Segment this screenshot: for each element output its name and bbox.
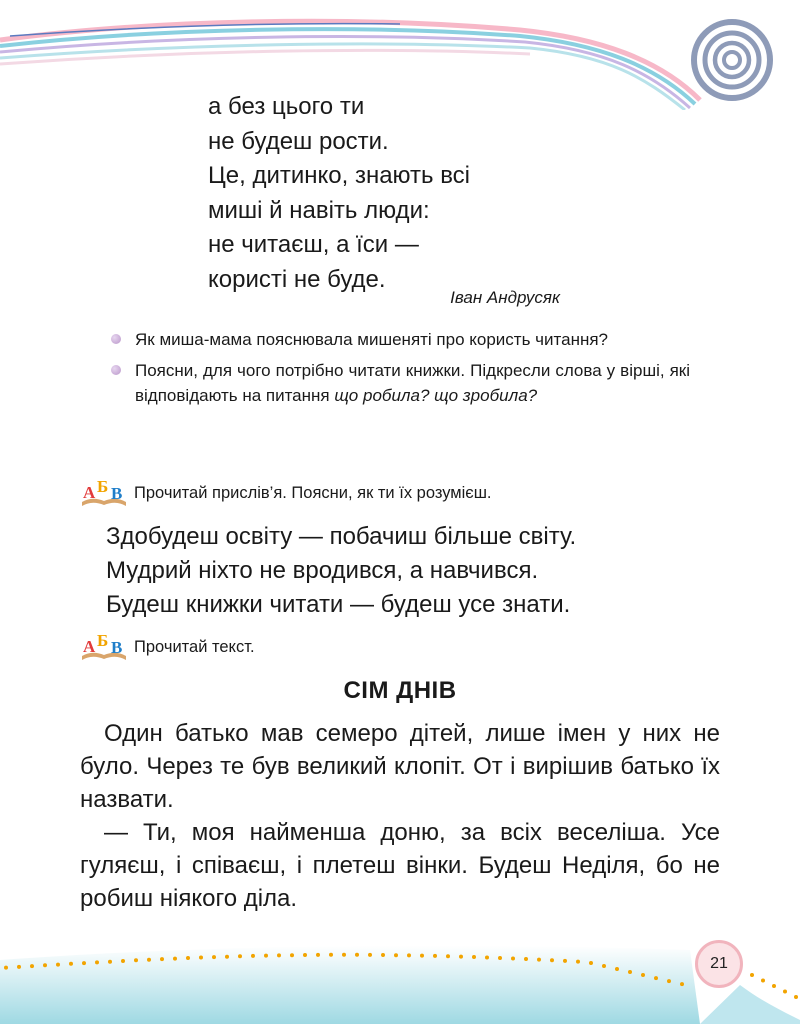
story-text xyxy=(80,717,720,915)
task-text: Прочитай прислів’я. Поясни, як ти їх розумієш. xyxy=(134,483,492,502)
abv-book-icon xyxy=(80,478,128,508)
question-list xyxy=(135,327,690,414)
story-paragraph: — Ти, моя найменша доню, за всіх веселіша. Усе гуляєш, і співаєш, і плетеш вінки. Будеш Неділя, бо не робиш ніякого діла. xyxy=(80,819,720,912)
poem-line: користі не буде. xyxy=(208,265,386,293)
question-item xyxy=(135,327,690,352)
question-text: Як миша-мама пояснювала мишеняті про користь читання? xyxy=(135,330,609,349)
task-read-text xyxy=(80,632,255,662)
abv-book-icon xyxy=(80,632,128,662)
story-paragraph: Один батько мав семеро дітей, лише імен у них не було. Через те був великий клопіт. От і вирішив батько їх назвати. xyxy=(80,720,720,813)
bullet-icon xyxy=(111,365,121,375)
poem-line: не будеш рости. xyxy=(208,127,389,155)
proverb-line: Здобудеш освіту — побачиш більше світу. xyxy=(106,523,577,550)
svg-text:А: А xyxy=(83,483,96,502)
svg-text:Б: Б xyxy=(97,478,109,496)
question-item xyxy=(135,358,690,408)
question-italic-text: що робила? що зробила? xyxy=(334,386,538,405)
poem-line: миші й навіть люди: xyxy=(208,196,430,224)
svg-text:Б: Б xyxy=(97,632,109,650)
proverb-line: Будеш книжки читати — будеш усе знати. xyxy=(106,591,571,618)
page-number: 21 xyxy=(695,940,743,988)
proverb-line: Мудрий ніхто не вродився, а навчився. xyxy=(106,557,539,584)
poem-line: не читаєш, а їси — xyxy=(208,231,419,258)
dotted-line-decoration xyxy=(4,953,798,999)
svg-text:В: В xyxy=(111,638,123,657)
question-text: Поясни, для чого потрібно читати книжки. Підкресли слова у вірші, які відповідають на питання xyxy=(135,361,690,405)
proverbs xyxy=(106,520,576,622)
poem xyxy=(208,90,568,297)
story-title: СІМ ДНІВ xyxy=(343,677,457,704)
bullet-icon xyxy=(111,334,121,344)
task-text: Прочитай текст. xyxy=(134,637,255,656)
svg-text:В: В xyxy=(111,484,123,503)
poem-author: Іван Андрусяк xyxy=(450,288,560,307)
poem-line: а без цього ти xyxy=(208,93,365,120)
poem-line: Це, дитинко, знають всі xyxy=(208,162,471,189)
task-proverbs xyxy=(80,478,492,508)
svg-text:А: А xyxy=(83,637,96,656)
